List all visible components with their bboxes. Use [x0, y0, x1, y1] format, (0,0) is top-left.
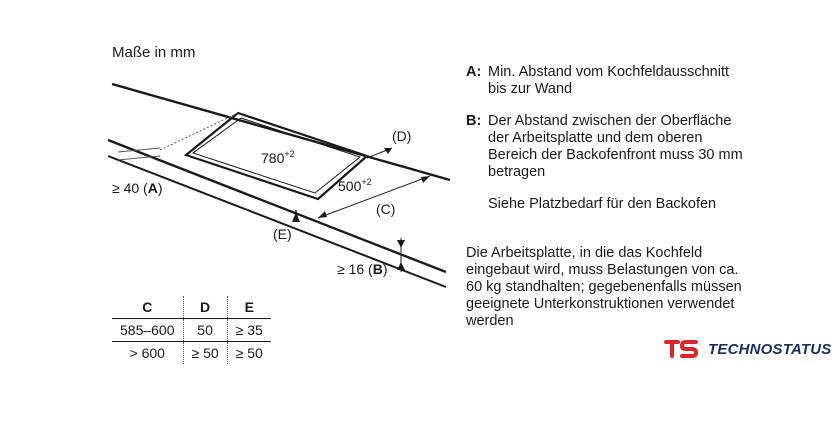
note-line: Min. Abstand vom Kochfeldausschnitt — [488, 64, 729, 80]
table-cell: 585–600 — [112, 319, 183, 342]
note-line: werden — [466, 313, 514, 329]
note-line: Der Abstand zwischen der Oberfläche — [488, 113, 732, 129]
table-cell: ≥ 50 — [227, 342, 271, 365]
table-row — [112, 342, 271, 365]
note-A — [466, 64, 826, 98]
table-header: C — [112, 296, 183, 319]
note-line: bis zur Wand — [488, 81, 573, 97]
note-line: Bereich der Backofenfront muss 30 mm — [488, 147, 743, 163]
dimension-B-arrow-bottom — [397, 262, 405, 270]
oven-space-note: Siehe Platzbedarf für den Backofen — [488, 196, 717, 212]
logo-text: TECHNOSTATUS — [708, 340, 832, 358]
technostatus-logo — [662, 338, 832, 360]
dimension-C-label: (C) — [376, 201, 396, 217]
technostatus-logo-icon — [662, 338, 702, 360]
dimension-B-label: ≥ 16 (B) — [337, 261, 388, 277]
dimension-width-label: $780^{+2}$ — [261, 149, 295, 166]
load-note — [466, 245, 826, 330]
note-line: 60 kg standhalten; gegebenenfalls müssen — [466, 279, 742, 295]
table-cell: 50 — [183, 319, 227, 342]
note-B-label: B: — [466, 113, 482, 129]
note-line: eingebaut wird, muss Belastungen von ca. — [466, 262, 739, 278]
dimension-C-arrow-low — [318, 211, 327, 218]
unit-label: Maße in mm — [112, 44, 196, 61]
note-line: der Arbeitsplatte und dem oberen — [488, 130, 703, 146]
notes-panel — [466, 64, 826, 330]
note-B — [466, 113, 826, 181]
dimension-C-line — [318, 176, 430, 218]
note-line: betragen — [488, 164, 546, 180]
dimension-C-arrow-high — [421, 176, 430, 183]
table-header: E — [227, 296, 271, 319]
dimension-A-label: ≥ 40 (A) — [112, 180, 163, 196]
countertop-underside-edge — [108, 156, 446, 287]
table-cell: ≥ 50 — [183, 342, 227, 365]
note-line: Die Arbeitsplatte, in die das Kochfeld — [466, 245, 703, 261]
note-B-text — [488, 113, 826, 181]
note-line: geeignete Unterkonstruktionen verwendet — [466, 296, 735, 312]
table-cell: ≥ 35 — [227, 319, 271, 342]
table-cell: > 600 — [129, 345, 165, 361]
dimension-table — [112, 296, 271, 364]
note-A-text — [488, 64, 826, 98]
dimension-depth-label: $500^{+2}$ — [338, 177, 372, 194]
dimension-D-label: (D) — [392, 128, 412, 144]
table-row — [112, 319, 271, 342]
table-header: D — [183, 296, 227, 319]
dimension-E-label: (E) — [273, 226, 292, 242]
table-header-row — [112, 296, 271, 319]
dimension-B-arrow-top — [397, 240, 405, 248]
note-A-label: A: — [466, 64, 482, 80]
